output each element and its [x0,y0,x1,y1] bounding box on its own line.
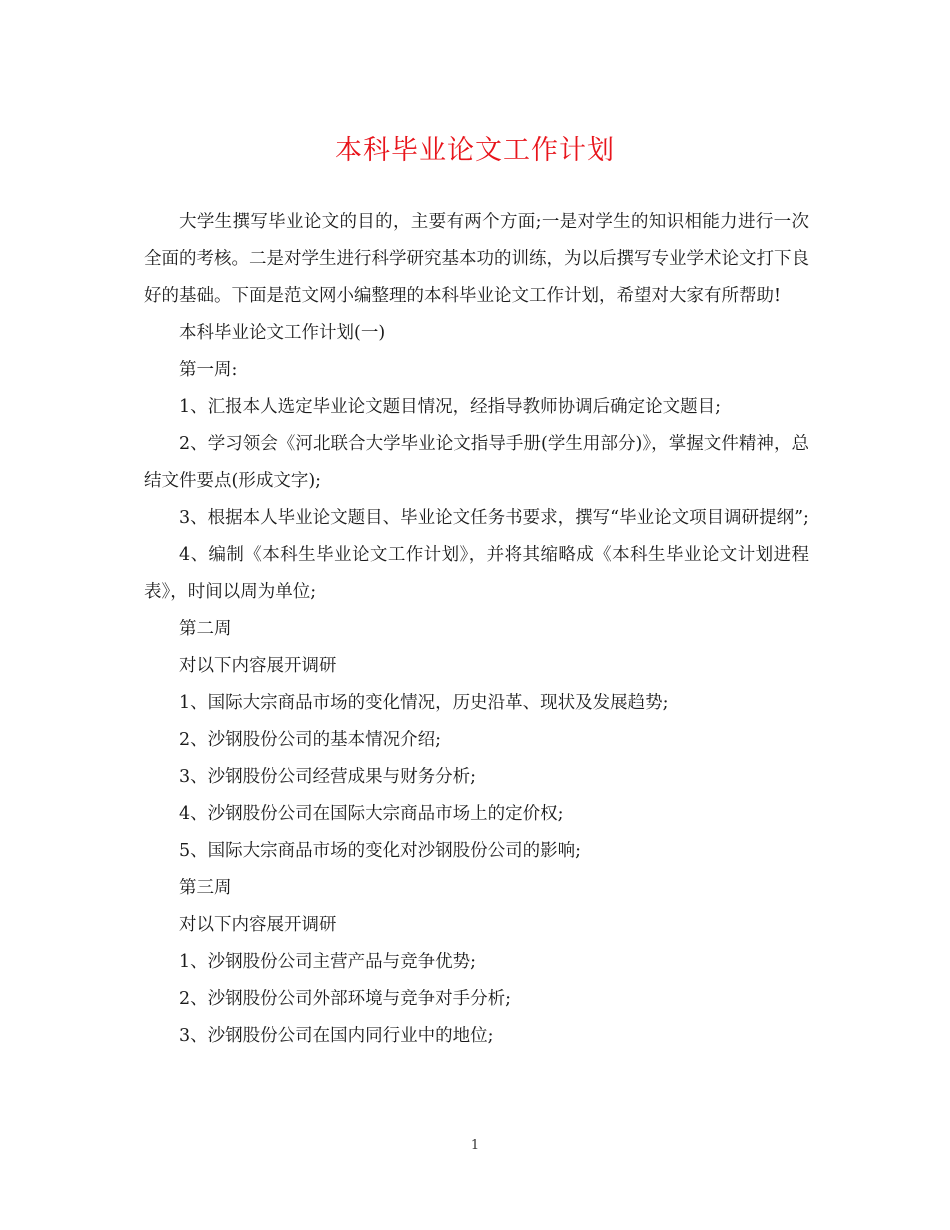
list-item: 5、国际大宗商品市场的变化对沙钢股份公司的影响; [179,841,582,861]
list-item: 3、沙钢股份公司在国内同行业中的地位; [179,1026,494,1046]
list-item: 4、编制《本科生毕业论文工作计划》，并将其缩略成《本科生毕业论文计划进程表》，时间以周为单位; [144,545,809,602]
research-intro: 对以下内容展开调研 [179,915,337,935]
list-item: 2、沙钢股份公司外部环境与竞争对手分析; [179,989,512,1009]
document-title: 本科毕业论文工作计划 [335,135,615,166]
intro-paragraph: 大学生撰写毕业论文的目的，主要有两个方面;一是对学生的知识相能力进行一次全面的考核。二是对学生进行科学研究基本功的训练，为以后撰写专业学术论文打下良好的基础。下面是范文网小编整理的本科毕业论文工作计划，希望对大家有所帮助! [144,212,809,306]
list-item: 1、国际大宗商品市场的变化情况，历史沿革、现状及发展趋势; [179,693,669,713]
list-item: 2、学习领会《河北联合大学毕业论文指导手册(学生用部分)》，掌握文件精神，总结文件要点(形成文字); [144,434,809,491]
list-item: 1、汇报本人选定毕业论文题目情况，经指导教师协调后确定论文题目; [179,397,722,417]
document-body [144,204,809,1055]
list-item: 2、沙钢股份公司的基本情况介绍; [179,730,442,750]
week-heading: 第三周 [179,878,232,898]
list-item: 1、沙钢股份公司主营产品与竞争优势; [179,952,477,972]
week-heading: 第二周 [179,619,232,639]
list-item: 3、根据本人毕业论文题目、毕业论文任务书要求，撰写“毕业论文项目调研提纲”; [179,508,809,528]
research-intro: 对以下内容展开调研 [179,656,337,676]
page-number: 1 [470,1138,480,1153]
week-heading: 第一周: [179,360,238,380]
list-item: 3、沙钢股份公司经营成果与财务分析; [179,767,477,787]
list-item: 4、沙钢股份公司在国际大宗商品市场上的定价权; [179,804,564,824]
section-heading: 本科毕业论文工作计划(一) [179,323,386,343]
